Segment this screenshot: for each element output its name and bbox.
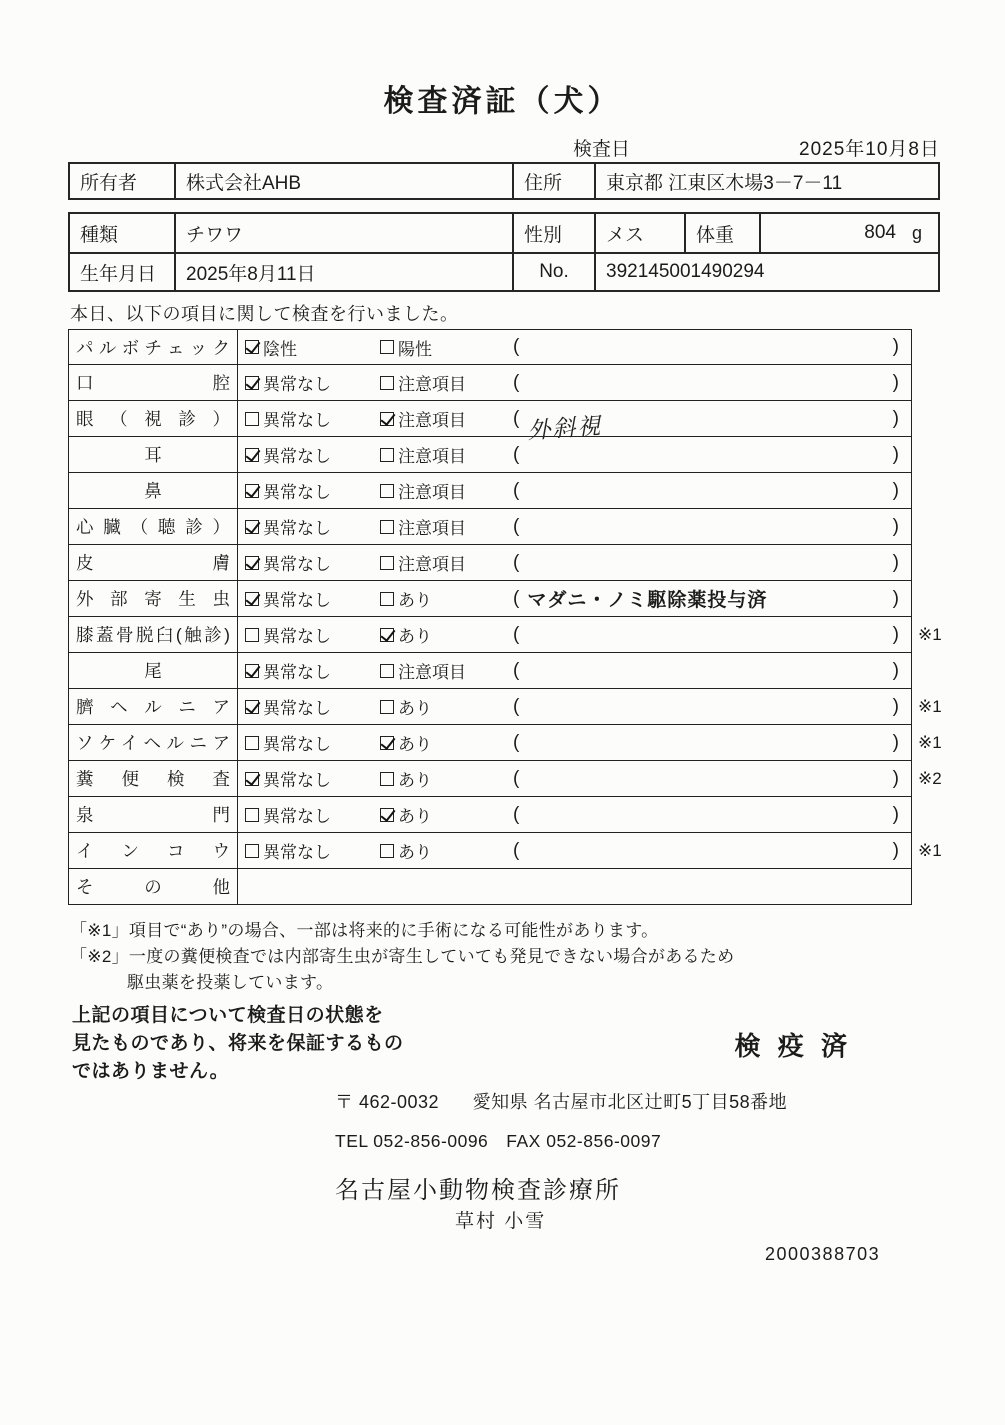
result-option-label: あり [398, 771, 432, 790]
exam-item-name-cell [69, 869, 238, 904]
checkbox-empty-icon [380, 484, 394, 498]
exam-item-label: 外部寄生虫 [76, 589, 230, 609]
exam-item-name-cell [69, 653, 238, 688]
clinic-address: 愛知県 名古屋市北区辻町5丁目58番地 [472, 1092, 788, 1112]
exam-item-label: その他 [76, 877, 230, 897]
footnote-mark [912, 797, 960, 833]
result-option-label: 異常なし [263, 375, 331, 394]
result-option-2 [380, 766, 513, 791]
weight-label: 体重 [684, 214, 759, 252]
paren-close: ) [892, 587, 899, 609]
checkbox-checked-icon [245, 484, 259, 498]
exam-row-box [68, 725, 912, 761]
paren-close: ) [892, 659, 899, 681]
exam-item-label: 口腔 [76, 373, 230, 393]
clinic-name: 名古屋小動物検査診療所 [335, 1177, 621, 1204]
result-option-label: あり [398, 735, 432, 754]
checkbox-checked-icon [245, 448, 259, 462]
weight-unit: g [911, 222, 922, 243]
result-option-2 [380, 586, 513, 611]
result-option-label: 注意項目 [398, 663, 466, 682]
footnote-mark [912, 473, 960, 509]
id-number-label: No. [512, 254, 594, 290]
exam-row-content [238, 509, 911, 544]
result-note: マダニ・ノミ駆除薬投与済 [527, 590, 768, 611]
exam-row-box [68, 329, 912, 365]
paren-open: ( [513, 443, 520, 465]
result-option-2 [380, 622, 513, 647]
exam-item-label: 臍ヘルニア [76, 697, 230, 717]
exam-row-content [238, 581, 911, 616]
exam-item-name-cell [69, 797, 238, 832]
birthdate-label: 生年月日 [80, 263, 157, 285]
exam-item-label: 尾 [144, 661, 162, 681]
exam-row [68, 437, 960, 473]
result-option-label: 異常なし [263, 843, 331, 862]
exam-row-content [238, 761, 911, 796]
checkbox-checked-icon [245, 376, 259, 390]
result-option-1 [245, 335, 380, 360]
paren-open: ( [513, 479, 520, 501]
inspection-date-line [68, 134, 940, 161]
footnote-2: 「※2」一度の糞便検査では内部寄生虫が寄生していても発見できない場合があるため [70, 947, 735, 966]
exam-item-name-cell [69, 617, 238, 652]
result-option-label: あり [398, 807, 432, 826]
checkbox-empty-icon [245, 844, 259, 858]
result-option-label: 異常なし [263, 663, 331, 682]
exam-row-content [238, 689, 911, 724]
exam-item-label: 耳 [144, 445, 162, 465]
footnote-mark: ※2 [918, 769, 942, 788]
paren-open: ( [513, 336, 520, 357]
exam-item-label: 鼻 [144, 481, 162, 501]
result-option-2 [380, 335, 513, 360]
disclaimer-line-3: ではありません。 [72, 1061, 230, 1082]
exam-table [68, 329, 960, 905]
result-option-label: 注意項目 [398, 375, 466, 394]
result-option-label: 注意項目 [398, 411, 466, 430]
paren-close: ) [892, 839, 899, 861]
address-value: 東京都 江東区木場3－7－11 [594, 164, 938, 198]
paren-close: ) [892, 695, 899, 717]
paren-open: ( [513, 371, 520, 393]
id-number-value: 392145001490294 [594, 254, 938, 290]
breed-value: チワワ [174, 214, 512, 252]
result-option-label: 注意項目 [398, 519, 466, 538]
result-option-label: 異常なし [263, 627, 331, 646]
result-option-label: 異常なし [263, 699, 331, 718]
result-option-label: あり [398, 699, 432, 718]
footnote-mark [912, 509, 960, 545]
result-option-1 [245, 838, 380, 863]
exam-row-content [238, 725, 911, 760]
exam-item-name-cell [69, 437, 238, 472]
result-option-2 [380, 838, 513, 863]
exam-item-name-cell [69, 689, 238, 724]
exam-row-box [68, 437, 912, 473]
paren-open: ( [513, 695, 520, 717]
disclaimer [72, 1002, 404, 1086]
paren-close: ) [892, 767, 899, 789]
checkbox-checked-icon [245, 772, 259, 786]
footnote-mark: ※1 [918, 697, 942, 716]
pet-info-table [68, 212, 940, 292]
checkbox-checked-icon [245, 520, 259, 534]
paren-open: ( [513, 515, 520, 537]
weight-cell [759, 214, 938, 252]
breed-label: 種類 [80, 224, 119, 246]
exam-item-label: 泉門 [76, 805, 230, 825]
footnote-mark [912, 545, 960, 581]
checkbox-empty-icon [380, 664, 394, 678]
exam-row-box [68, 761, 912, 797]
footnote-1: 「※1」項目で“あり”の場合、一部は将来的に手術になる可能性があります。 [70, 921, 659, 940]
birthdate-value: 2025年8月11日 [174, 254, 512, 290]
exam-row [68, 401, 960, 444]
checkbox-empty-icon [380, 448, 394, 462]
exam-row [68, 329, 960, 365]
exam-item-label: 膝蓋骨脱臼(触診) [76, 625, 230, 645]
exam-row-box [68, 869, 912, 905]
exam-row-box [68, 833, 912, 869]
exam-item-label: 心臓（聴診） [76, 517, 230, 537]
exam-row [68, 869, 960, 905]
exam-row [68, 473, 960, 509]
result-option-label: 注意項目 [398, 447, 466, 466]
result-option-1 [245, 658, 380, 683]
exam-row-box [68, 653, 912, 689]
result-option-label: 注意項目 [398, 483, 466, 502]
checkbox-empty-icon [245, 808, 259, 822]
checkbox-empty-icon [245, 736, 259, 750]
exam-row-content [238, 330, 911, 364]
exam-item-name-cell [69, 401, 238, 436]
paren-close: ) [892, 803, 899, 825]
exam-statement: 本日、以下の項目に関して検査を行いました。 [70, 304, 459, 324]
paren-open: ( [513, 839, 520, 861]
result-option-1 [245, 622, 380, 647]
result-option-label: 異常なし [263, 555, 331, 574]
paren-close: ) [892, 443, 899, 465]
footnote-mark [912, 869, 960, 905]
exam-row-content [238, 653, 911, 688]
exam-row-content [238, 473, 911, 508]
exam-item-name-cell [69, 725, 238, 760]
owner-table [68, 162, 940, 200]
exam-item-name-cell [69, 365, 238, 400]
exam-row-content [238, 401, 911, 444]
paren-close: ) [892, 479, 899, 501]
result-option-1 [245, 766, 380, 791]
exam-row-box [68, 689, 912, 725]
inspection-date-value: 2025年10月8日 [799, 139, 940, 160]
owner-label: 所有者 [80, 172, 138, 194]
result-option-2 [380, 370, 513, 395]
exam-row [68, 617, 960, 653]
result-option-1 [245, 442, 380, 467]
paren-close: ) [892, 731, 899, 753]
disclaimer-line-1: 上記の項目について検査日の状態を [72, 1005, 384, 1026]
exam-row-box [68, 617, 912, 653]
exam-item-name-cell [69, 761, 238, 796]
exam-row [68, 797, 960, 833]
disclaimer-line-2: 見たものであり、将来を保証するもの [72, 1033, 404, 1054]
exam-item-label: インコウ [76, 841, 230, 861]
result-option-1 [245, 514, 380, 539]
exam-row-box [68, 473, 912, 509]
exam-row [68, 653, 960, 689]
paren-open: ( [513, 551, 520, 573]
result-option-2 [380, 478, 513, 503]
result-option-1 [245, 550, 380, 575]
pet-info-row-1 [70, 214, 938, 252]
exam-item-name-cell [69, 833, 238, 868]
exam-item-label: ソケイヘルニア [76, 733, 230, 753]
result-option-1 [245, 406, 380, 431]
result-option-label: あり [398, 591, 432, 610]
paren-open: ( [513, 659, 520, 681]
quarantine-stamp: 検 疫 済 [734, 1030, 852, 1061]
checkbox-checked-icon [245, 592, 259, 606]
paren-close: ) [892, 551, 899, 573]
checkbox-checked-icon [380, 808, 394, 822]
checkbox-checked-icon [245, 664, 259, 678]
paren-open: ( [513, 623, 520, 645]
exam-item-label: 眼（視診） [76, 409, 230, 429]
exam-row-box [68, 401, 912, 444]
footnote-mark [912, 365, 960, 401]
result-option-2 [380, 406, 513, 431]
paren-open: ( [513, 587, 520, 609]
footnote-2-continued: 駆虫薬を投薬しています。 [127, 973, 334, 992]
exam-item-name-cell [69, 330, 238, 364]
footnotes [70, 918, 734, 996]
result-option-2 [380, 514, 513, 539]
exam-row-content [238, 617, 911, 652]
paren-close: ) [892, 515, 899, 537]
checkbox-checked-icon [245, 340, 259, 354]
exam-row-box [68, 581, 912, 617]
exam-item-label: 皮膚 [76, 553, 230, 573]
result-option-label: 異常なし [263, 735, 331, 754]
result-option-label: あり [398, 627, 432, 646]
result-option-2 [380, 442, 513, 467]
checkbox-empty-icon [380, 520, 394, 534]
exam-row-box [68, 797, 912, 833]
disclaimer-and-stamp [72, 1002, 910, 1086]
exam-row [68, 761, 960, 797]
footnote-mark [912, 329, 960, 365]
paren-close: ) [892, 623, 899, 645]
result-option-1 [245, 478, 380, 503]
footnote-mark [912, 581, 960, 617]
result-option-label: 注意項目 [398, 555, 466, 574]
paren-close: ) [892, 336, 899, 357]
result-option-2 [380, 694, 513, 719]
exam-item-label: パルボチェック [76, 337, 230, 358]
footnote-mark: ※1 [918, 841, 942, 860]
footnote-mark [912, 653, 960, 689]
exam-item-name-cell [69, 545, 238, 580]
serial-number: 2000388703 [765, 1244, 881, 1264]
checkbox-empty-icon [245, 412, 259, 426]
result-option-1 [245, 586, 380, 611]
exam-row [68, 689, 960, 725]
checkbox-empty-icon [245, 628, 259, 642]
exam-row [68, 545, 960, 581]
checkbox-checked-icon [245, 556, 259, 570]
exam-row [68, 833, 960, 869]
checkbox-empty-icon [380, 592, 394, 606]
exam-row [68, 725, 960, 761]
checkbox-checked-icon [245, 700, 259, 714]
result-option-label: あり [398, 843, 432, 862]
result-option-2 [380, 550, 513, 575]
footnote-mark [912, 437, 960, 473]
checkbox-checked-icon [380, 628, 394, 642]
checkbox-empty-icon [380, 340, 394, 354]
result-note: 外斜視 [526, 412, 604, 444]
exam-item-name-cell [69, 473, 238, 508]
paren-open: ( [513, 767, 520, 789]
result-option-label: 異常なし [263, 411, 331, 430]
checkbox-checked-icon [380, 412, 394, 426]
checkbox-empty-icon [380, 700, 394, 714]
exam-row-content [238, 833, 911, 868]
footnote-mark [912, 401, 960, 437]
clinic-address-line [335, 1088, 787, 1114]
pet-info-row-2 [70, 252, 938, 290]
exam-item-name-cell [69, 509, 238, 544]
result-option-label: 異常なし [263, 483, 331, 502]
checkbox-empty-icon [380, 556, 394, 570]
result-option-2 [380, 802, 513, 827]
exam-row-content [238, 437, 911, 472]
result-option-1 [245, 370, 380, 395]
document-title: 検査済証（犬） [383, 85, 622, 118]
owner-value: 株式会社AHB [174, 164, 512, 198]
paren-close: ) [892, 371, 899, 393]
examiner-name: 草村 小雪 [455, 1211, 547, 1232]
exam-row-content [238, 869, 911, 904]
checkbox-empty-icon [380, 376, 394, 390]
exam-item-name-cell [69, 581, 238, 616]
result-option-label: 異常なし [263, 591, 331, 610]
paren-open: ( [513, 803, 520, 825]
exam-row-content [238, 545, 911, 580]
result-option-label: 異常なし [263, 519, 331, 538]
result-option-label: 陰性 [263, 339, 297, 359]
paren-open: ( [513, 407, 520, 429]
inspection-date-label: 検査日 [573, 139, 631, 160]
result-option-label: 異常なし [263, 807, 331, 826]
paren-open: ( [513, 731, 520, 753]
exam-row [68, 509, 960, 545]
exam-row-box [68, 509, 912, 545]
footnote-mark: ※1 [918, 625, 942, 644]
weight-value: 804 [864, 222, 896, 243]
result-option-label: 陽性 [398, 339, 432, 359]
exam-item-label: 糞便検査 [76, 769, 230, 789]
checkbox-empty-icon [380, 844, 394, 858]
result-option-1 [245, 802, 380, 827]
exam-row-content [238, 797, 911, 832]
clinic-postal-code: 〒 462-0032 [335, 1092, 440, 1112]
address-label: 住所 [512, 164, 594, 198]
result-option-2 [380, 730, 513, 755]
result-option-label: 異常なし [263, 771, 331, 790]
exam-row-box [68, 545, 912, 581]
result-option-2 [380, 658, 513, 683]
checkbox-checked-icon [380, 736, 394, 750]
paren-close: ) [892, 407, 899, 429]
sex-label: 性別 [512, 214, 594, 252]
clinic-tel-fax: TEL 052-856-0096 FAX 052-856-0097 [335, 1131, 662, 1151]
result-option-label: 異常なし [263, 447, 331, 466]
footnote-mark: ※1 [918, 733, 942, 752]
result-option-1 [245, 694, 380, 719]
exam-row [68, 581, 960, 617]
sex-value: メス [594, 214, 684, 252]
result-option-1 [245, 730, 380, 755]
checkbox-empty-icon [380, 772, 394, 786]
